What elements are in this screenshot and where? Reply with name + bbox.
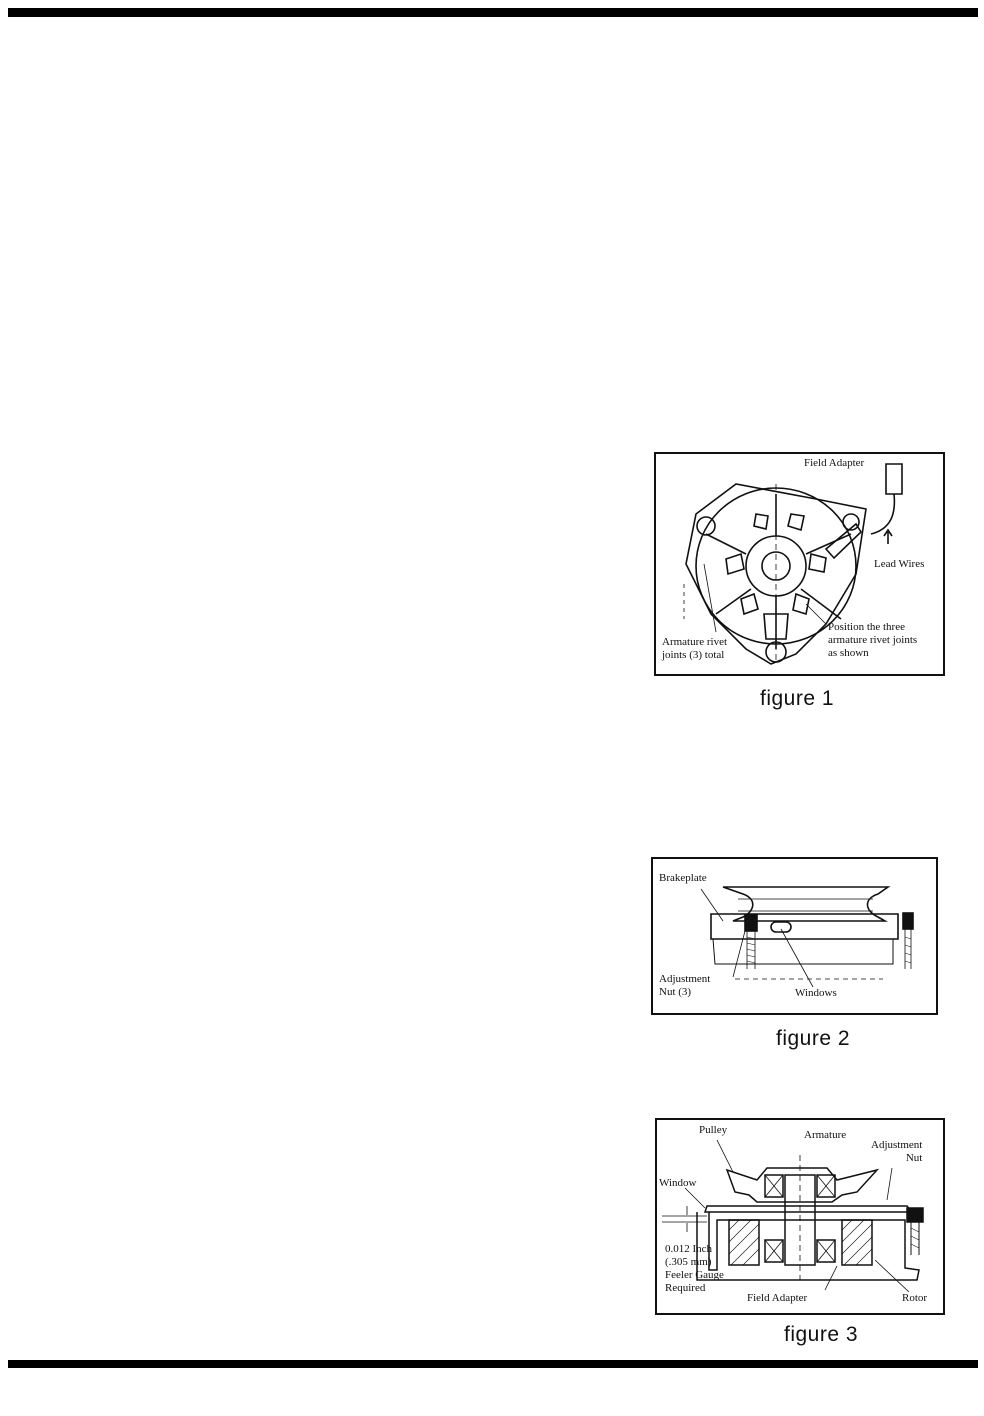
label-adjustment-nut: Adjustment Nut bbox=[871, 1139, 923, 1164]
label-adjustment-nut: Adjustment Nut (3) bbox=[659, 973, 711, 998]
label-window: Window bbox=[659, 1177, 697, 1189]
label-pulley: Pulley bbox=[699, 1124, 728, 1136]
label-lead-wires: Lead Wires bbox=[874, 558, 925, 570]
label-feeler-gauge: 0.012 Inch (.305 mm) Feeler Gauge Required bbox=[665, 1243, 724, 1294]
label-field-adapter: Field Adapter bbox=[804, 457, 865, 469]
label-position-rivets: Position the three armature rivet joints as shown bbox=[828, 621, 918, 659]
label-windows: Windows bbox=[795, 987, 837, 999]
bottom-rule bbox=[8, 1360, 978, 1368]
figure-2-caption: figure 2 bbox=[776, 1027, 851, 1050]
figure-3-caption: figure 3 bbox=[784, 1323, 859, 1346]
figure-3-illustration bbox=[655, 1118, 945, 1315]
figure-1-illustration bbox=[654, 452, 945, 676]
top-rule bbox=[8, 8, 978, 17]
label-brakeplate: Brakeplate bbox=[659, 872, 707, 884]
label-field-adapter: Field Adapter bbox=[747, 1292, 808, 1304]
label-armature: Armature bbox=[804, 1129, 847, 1141]
figure-2-illustration bbox=[651, 857, 938, 1015]
label-armature-rivet: Armature rivet joints (3) total bbox=[662, 636, 728, 661]
label-rotor: Rotor bbox=[902, 1292, 928, 1304]
figure-1-caption: figure 1 bbox=[760, 687, 835, 710]
